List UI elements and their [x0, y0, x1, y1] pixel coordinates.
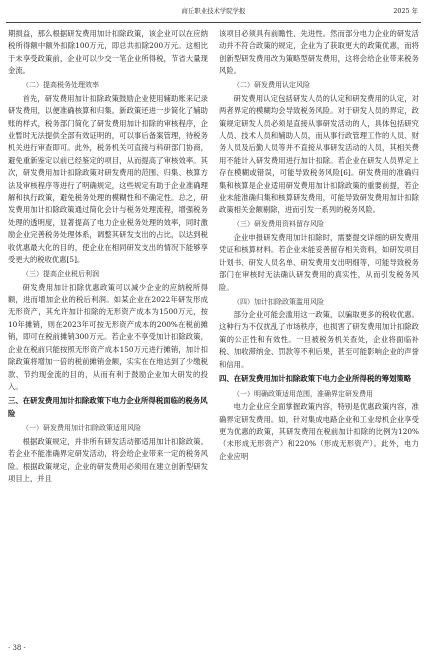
journal-year: 2025 年 [393, 7, 418, 15]
page-number: · 38 · [8, 644, 26, 652]
right-column [219, 28, 419, 463]
header-rule [6, 22, 421, 23]
paragraph: 企业申报研发费用加计扣除时，需要提交详细的研发费用凭证和核算材料。若企业未能妥善留存相关资料，如研发项目计划书、研发人员名单、研发费用支出明细等，可能导致税务部门在审核时无法确认研发费用的真实性，从而引发税务风险。 [219, 232, 419, 292]
section-heading: 三、在研发费用加计扣除政策下电力企业所得税面临的税务风险 [8, 396, 208, 418]
paragraph: 研发费用认定包括研发人员的认定和研发费用的认定，对两者界定的模糊均会导致税务风险。对于研发人员的界定，政策规定研发人员必须是直接从事研发活动的人，具体包括研究人员、技术人员和辅助人员，而从事行政管理工作的人员、财务人员及后勤人员等并不直接从事研发活动的人员，其相关费用不能计入研发费用进行加计扣除。若企业在研发人员界定上存在模糊或错误，可能导致税务风险[6]。研发费用的准确归集和核算是企业适用研发费用加计扣除政策的重要前提，若企业未能准确归集和核算研发费用，可能导致研发费用加计扣除政策相关金额剔除，进而引发一系列的税务风险。 [219, 93, 419, 215]
paragraph: 电力企业应全面掌握政策内容，特别是优惠政策内容，准确界定研发费用。如，针对集成电路企业和工业母机企业享受更为优惠的政策，其研发费用在税前加计扣除的比例为120%（未形成无形资产）和220%（形成无形资产）。此外，电力企业应明 [219, 402, 419, 461]
paragraph: 研发费用加计扣除优惠政策可以减少企业的应纳税所得额，进而增加企业的税后利润。如某企业在2022年研发形成无形资产，其允许加计扣除的无形资产成本为1500万元，按10年摊销，则在2023年可按无形资产成本的200%在税前摊销，即可在税前摊销300万元。若企业不享受加计扣除政策，企业在税前只能按照无形资产成本150万元进行摊销，加计扣除政策将增加一倍的税前摊销金额，实实在在地达到了少缴税款、节约现金流的目的，从而有利于鼓励企业加大研发的投入。 [8, 282, 208, 391]
paragraph: 该项目必须具有前瞻性、先进性。然而部分电力企业的研发活动并不符合政策的规定，企业为了获取更大的政策优惠，而将创新型研发费用改为策略型研发费用，这将会给企业带来税务风险。 [219, 29, 419, 76]
paragraph: 期损益，那么根据研发费用加计扣除政策，该企业可以在应纳税所得额中额外扣除100万元，即总共扣除200万元。这相比于未享受政策前，企业可以少交一笔企业所得税，节省大量现金流。 [8, 29, 208, 76]
journal-title: 商丘职业技术学院学报 [181, 7, 246, 15]
subsection-heading: （二）研发费用认定风险 [233, 81, 310, 90]
subsection-heading: （二）提高税务处理效率 [22, 81, 99, 90]
paragraph: 部分企业可能会滥用这一政策，以骗取更多的税收优惠。这种行为不仅扰乱了市场秩序，也损害了研发费用加计扣除政策的公正性和有效性。一旦被税务机关查处，企业将面临补税、加收滞纳金、罚款等不利后果，甚至可能影响企业的声誉和信用。 [219, 310, 419, 369]
paragraph: 根据政策规定，并非所有研发活动都适用加计扣除政策。若企业不能准确界定研发活动，将会给企业带来一定的税务风险。根据政策规定，企业的研发费用必须用在建立创新型研发项目上，并且 [8, 436, 208, 484]
section-heading: 四、在研发费用加计扣除政策下电力企业所得税的筹划策略 [219, 374, 412, 384]
subsection-heading: （三）研发费用资料留存风险 [233, 220, 324, 229]
paragraph: 首先，研发费用加计扣除政策鼓励企业使用辅助账来记录研发费用，以便准确核算和归集。新政策还进一步简化了辅助账的样式，税务部门简化了研发费用加计扣除的审核程序，企业暂时无法提供全部有效证明的，可以事后备案管理，待税务机关进行审查即可。此外，税务机关可直接与科研部门协商，避免重新鉴定以前已经鉴定的项目，从而提高了审核效率。其次，研发费用加计扣除政策对研发费用的范围、归集、核算方法及审核程序等进行了明确规定，这些规定有助于企业准确理解和执行政策，避免税务处理的模糊性和不确定性。总之，研发费用加计扣除政策通过简化会计与税务处理流程，增强税务处理的透明度，显著提高了电力企业税务处理的效率，同时激励企业完善税务处理体系，调整其研发支出的占比，以达到税收优惠最大化的目的，使企业在相同研发支出的情况下能够享受更大的税收优惠[5]。 [8, 93, 208, 265]
running-header [0, 0, 427, 22]
subsection-heading: （一）研发费用加计扣除政策适用风险 [22, 424, 141, 433]
left-column [8, 28, 208, 486]
subsection-heading: （四）加计扣除政策滥用风险 [233, 297, 324, 306]
subsection-heading: （三）提高企业税后利润 [22, 270, 99, 279]
subsection-heading: （一）明确政策适用范围，准确界定研发费用 [233, 389, 373, 398]
